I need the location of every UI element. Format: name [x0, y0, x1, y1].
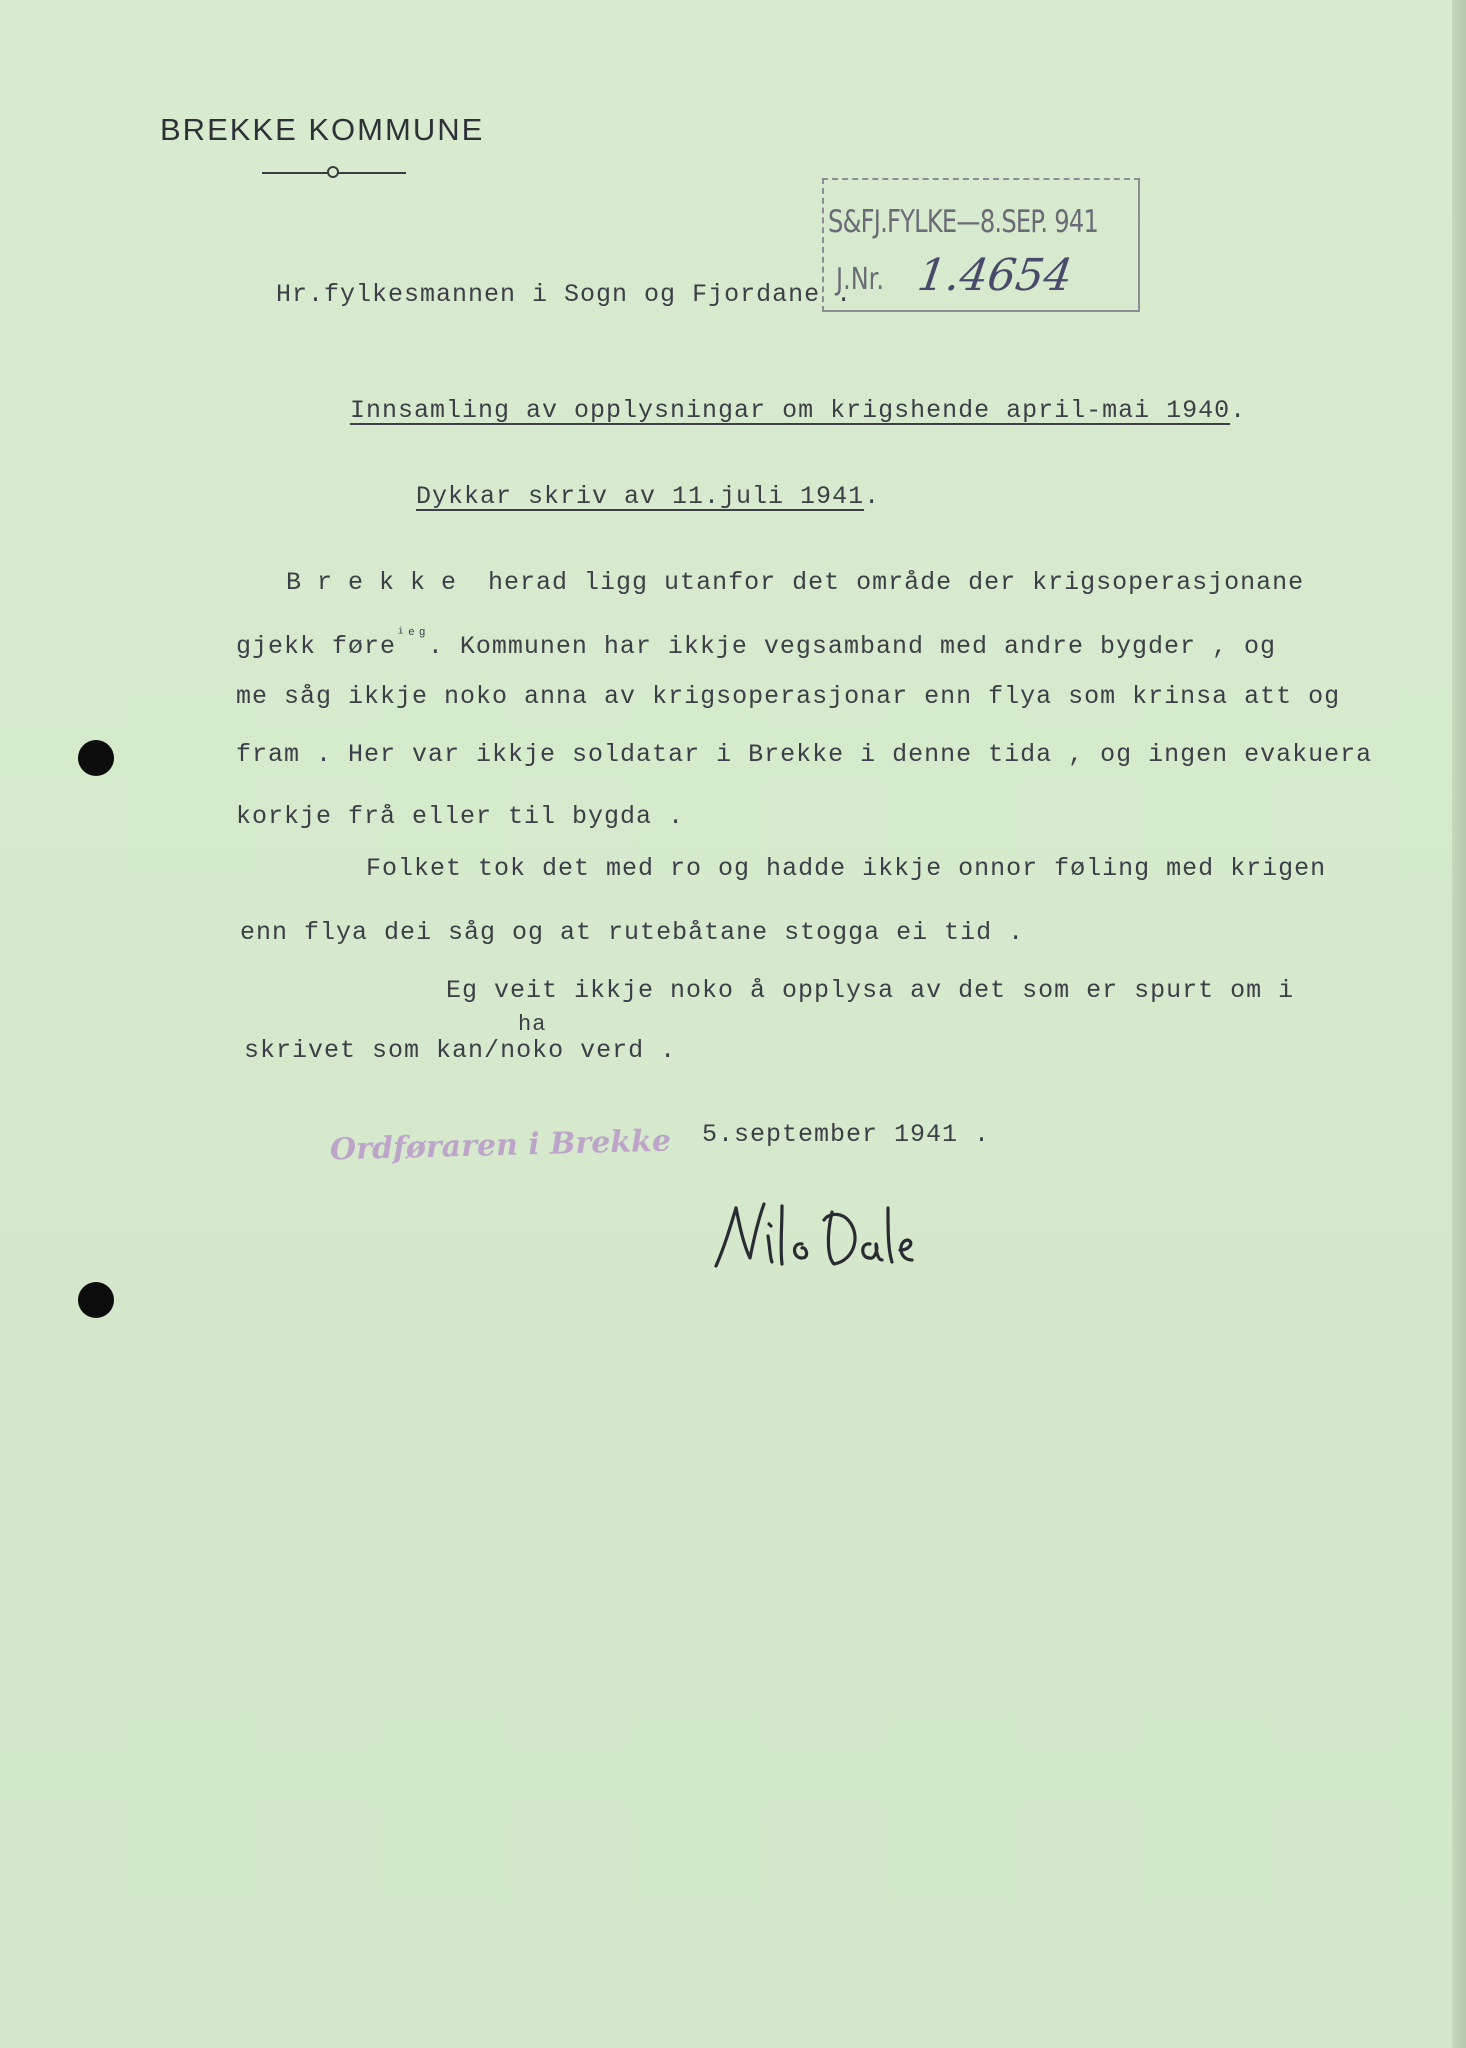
body-line-8: Eg veit ikkje noko å opplysa av det som er spurt om i	[446, 976, 1295, 1005]
subject-period: .	[1230, 396, 1247, 425]
reference-line	[416, 482, 880, 511]
letter-date: 5.september 1941 .	[702, 1120, 991, 1149]
reference-period: .	[864, 482, 881, 511]
body-line-7: enn flya dei såg og at rutebåtane stogga ei tid .	[240, 918, 1025, 947]
reference-text: Dykkar skriv av 11.juli 1941	[416, 482, 865, 511]
mayor-stamp: Ordføraren i Brekke	[329, 1123, 672, 1168]
body-line-3: me såg ikkje noko anna av krigsoperasjonar enn flya som krinsa att og	[236, 682, 1341, 711]
subject-text: Innsamling av opplysningar om krigshende april-mai 1940	[350, 396, 1231, 425]
body-line-2a: gjekk føre	[236, 632, 397, 661]
body-line-9b: noko verd .	[500, 1036, 677, 1065]
subject-heading	[350, 396, 1246, 425]
place-name-spaced: Brekke	[286, 568, 473, 597]
recipient-line: Hr.fylkesmannen i Sogn og Fjordane .	[276, 280, 853, 309]
handwritten-insert-ha: ha	[518, 1012, 547, 1037]
body-line-1-rest: herad ligg utanfor det område der krigsoperasjonane	[488, 568, 1305, 597]
reception-stamp-date: S&FJ.FYLKE—8.SEP. 941	[828, 204, 1099, 240]
body-line-2b: . Kommunen har ikkje vegsamband med andre bygder , og	[427, 632, 1277, 661]
handwritten-insert-ieg: ⁱᵉᵍ	[396, 626, 428, 644]
punch-hole-lower	[78, 1282, 114, 1318]
body-line-1	[286, 568, 1304, 597]
reception-stamp-journal-label: J.Nr.	[836, 262, 884, 297]
body-line-9a: skrivet som kan	[244, 1036, 485, 1065]
handwritten-signature	[706, 1188, 926, 1278]
reception-stamp-journal-number: 1.4654	[914, 250, 1076, 301]
page-edge	[1452, 0, 1466, 2048]
body-line-4: fram . Her var ikkje soldatar i Brekke i denne tida , og ingen evakuera	[236, 740, 1373, 769]
letterhead-title: BREKKE KOMMUNE	[160, 112, 485, 147]
punch-hole-upper	[78, 740, 114, 776]
insert-mark: /	[484, 1036, 501, 1065]
body-line-6: Folket tok det med ro og hadde ikkje onnor føling med krigen	[366, 854, 1327, 883]
body-line-2	[236, 624, 1276, 661]
letterhead-ornament	[327, 166, 339, 178]
body-line-9	[244, 1036, 676, 1065]
body-line-5: korkje frå eller til bygda .	[236, 802, 685, 831]
